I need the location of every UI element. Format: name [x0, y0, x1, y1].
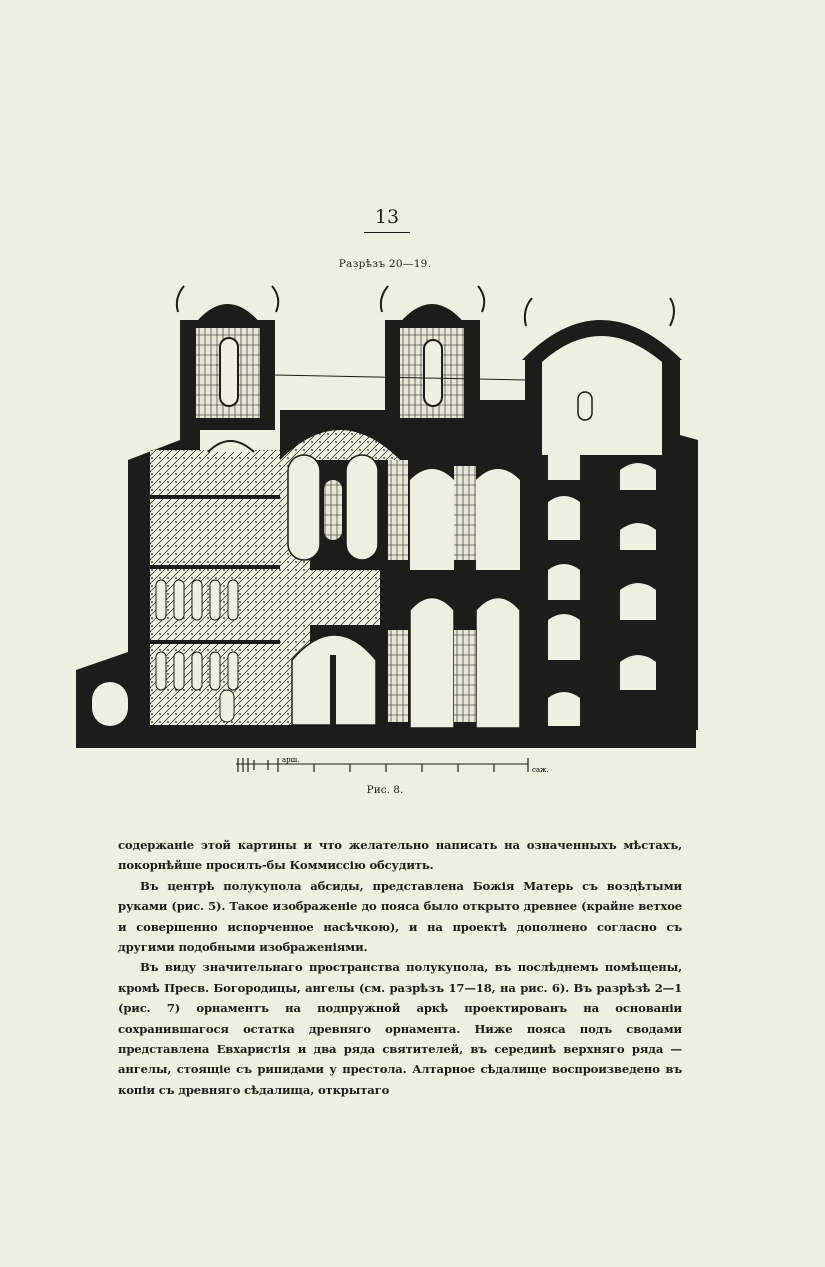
paragraph: содержаніе этой картины и что желательно написать на означенныхъ мѣстахъ, покорнѣйше просилъ-бы Коммиссію обсудить.	[118, 838, 682, 873]
figure-caption: Рис. 8.	[366, 784, 404, 796]
scale-label-start: арш.	[282, 756, 300, 764]
section-caption: Разрѣзъ 20—19.	[338, 258, 432, 270]
scale-bar	[228, 752, 568, 782]
scale-label-end: саж.	[532, 766, 549, 774]
paragraph: Въ центрѣ полукупола абсиды, представлена Божія Матерь съ воздѣтыми руками (рис. 5). Такое изображеніе до пояса было открыто древнее (крайне ветхое и совершенно испорченное насѣчкою), и на проектѣ дополнено согласно съ другими подобными изображеніями.	[118, 878, 682, 955]
page-number: 13	[374, 206, 400, 228]
paragraph: Въ виду значительнаго пространства полукупола, въ послѣднемъ помѣщены, кромѣ Пресв. Богородицы, ангелы (см. разрѣзъ 17—18, на рис. 6). Въ разрѣзѣ 2—1 (рис. 7) орнаментъ на подпружной аркѣ проектированъ на основаніи сохранившагося остатка древняго орнамента. Ниже пояса подъ сводами представлена Евхаристія и два ряда святителей, въ серединѣ верхняго ряда — ангелы, стоящіе съ рипидами у престола. Алтарное сѣдалище воспроизведено въ копіи съ древняго сѣдалища, открытаго	[118, 960, 682, 1097]
page-number-rule	[364, 232, 410, 233]
church-section-drawing	[70, 280, 700, 750]
body-text	[118, 835, 682, 1100]
